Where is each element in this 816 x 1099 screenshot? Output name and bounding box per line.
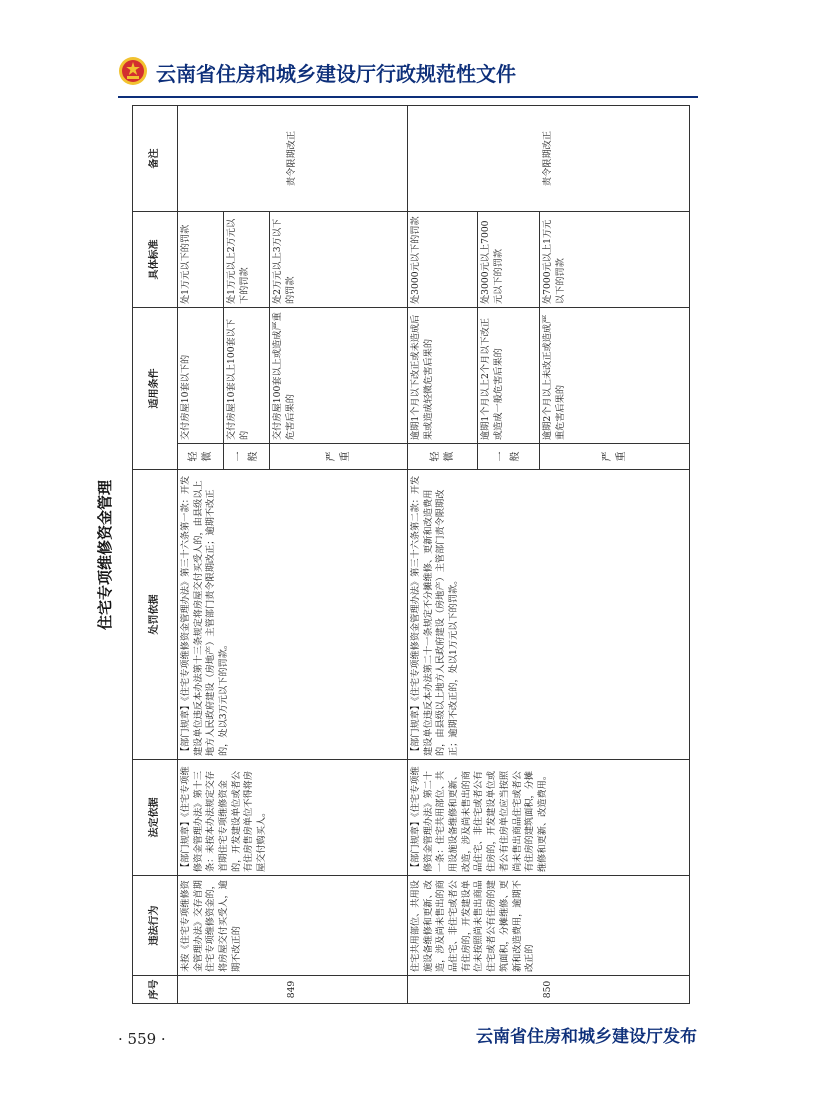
page-number: · 559 ·	[118, 1030, 166, 1048]
table-row	[178, 106, 224, 1004]
level-label: 一般	[478, 444, 540, 470]
level-standard: 处3000元以上7000元以下的罚款	[478, 212, 540, 308]
level-standard: 处2万元以上3万以下的罚款	[270, 212, 408, 308]
national-emblem-icon	[118, 56, 148, 86]
row-seq: 849	[178, 976, 408, 1004]
col-behavior: 违法行为	[133, 876, 178, 976]
level-label: 轻微	[408, 444, 478, 470]
row-seq: 850	[408, 976, 690, 1004]
row-penalty-basis: 【部门规章】《住宅专项维修资金管理办法》第三十六条第二款：开发建设单位违反本办法第二十一条规定不分摊维修、更新和改造费用的，由县级以上地方人民政府建设（房地产）主管部门责令限期改正；逾期不改正的，处以1万元以下的罚款。	[408, 470, 690, 760]
level-condition: 交付房屋100套以上或造成严重危害后果的	[270, 308, 408, 444]
level-condition: 交付房屋10套以下的	[178, 308, 224, 444]
level-condition: 逾期1个月以下改正或未造成后果或造成轻微危害后果的	[408, 308, 478, 444]
col-seq: 序号	[133, 976, 178, 1004]
col-standard: 具体标准	[133, 212, 178, 308]
level-label: 严重	[270, 444, 408, 470]
row-penalty-basis: 【部门规章】《住宅专项维修资金管理办法》第三十六条第一款：开发建设单位违反本办法第十三条规定将房屋交付买受人的，由县级以上地方人民政府建设（房地产）主管部门责令限期改正；逾期不改正的，处以3万元以下的罚款。	[178, 470, 408, 760]
row-behavior: 住宅共用部位、共用设施设备维修和更新、改造，涉及尚未售出的商品住宅、非住宅或者公有住房的，开发建设单位未按照尚未售出商品住宅或者公有住房的建筑面积，分摊维修、更新和改造费用，逾期不改正的	[408, 876, 690, 976]
header-divider	[118, 96, 698, 98]
col-penalty-basis: 处罚依据	[133, 470, 178, 760]
level-condition: 逾期1个月以上2个月以下改正或造成一般危害后果的	[478, 308, 540, 444]
header-title: 云南省住房和城乡建设厅行政规范性文件	[156, 62, 516, 86]
level-label: 严重	[540, 444, 690, 470]
level-standard: 处1万元以上2万元以下的罚款	[224, 212, 270, 308]
table-row	[408, 106, 478, 1004]
col-legal-basis: 法定依据	[133, 760, 178, 876]
table-frame	[90, 100, 710, 1010]
row-legal-basis: 【部门规章】《住宅专项维修资金管理办法》第二十一条：住宅共用部位、共用设施设备维修和更新、改造，涉及尚未售出的商品住宅、非住宅或者公有住房的，开发建设单位或者公有住房单位应当按照尚未售出商品住宅或者公有住房的建筑面积，分摊维修和更新、改造费用。	[408, 760, 690, 876]
level-condition: 交付房屋10套以上100套以下的	[224, 308, 270, 444]
table-header-row	[133, 106, 178, 1004]
level-standard: 处1万元以下的罚款	[178, 212, 224, 308]
level-label: 一般	[224, 444, 270, 470]
publisher-label: 云南省住房和城乡建设厅发布	[476, 1027, 697, 1047]
penalty-table	[132, 105, 690, 1004]
row-behavior: 未按《住宅专项维修资金管理办法》交存首期住宅专项维修资金的，将房屋交付买受人，逾期不改正的	[178, 876, 408, 976]
row-remark: 责令限期改正	[178, 106, 408, 212]
col-remark: 备注	[133, 106, 178, 212]
level-condition: 逾期2个月以上未改正或造成严重危害后果的	[540, 308, 690, 444]
rotated-table-area	[90, 100, 710, 1010]
level-standard: 处7000元以上1万元以下的罚款	[540, 212, 690, 308]
row-legal-basis: 【部门规章】《住宅专项维修资金管理办法》第十三条：未按本办法规定交存首期住宅专项维修资金的，开发建设单位或者公有住房售房单位不得将房屋交付购买人。	[178, 760, 408, 876]
col-condition: 适用条件	[133, 308, 178, 470]
row-remark: 责令限期改正	[408, 106, 690, 212]
level-label: 轻微	[178, 444, 224, 470]
document-header	[118, 54, 718, 94]
table-title: 住宅专项维修资金管理	[96, 480, 114, 631]
level-standard: 处3000元以下的罚款	[408, 212, 478, 308]
